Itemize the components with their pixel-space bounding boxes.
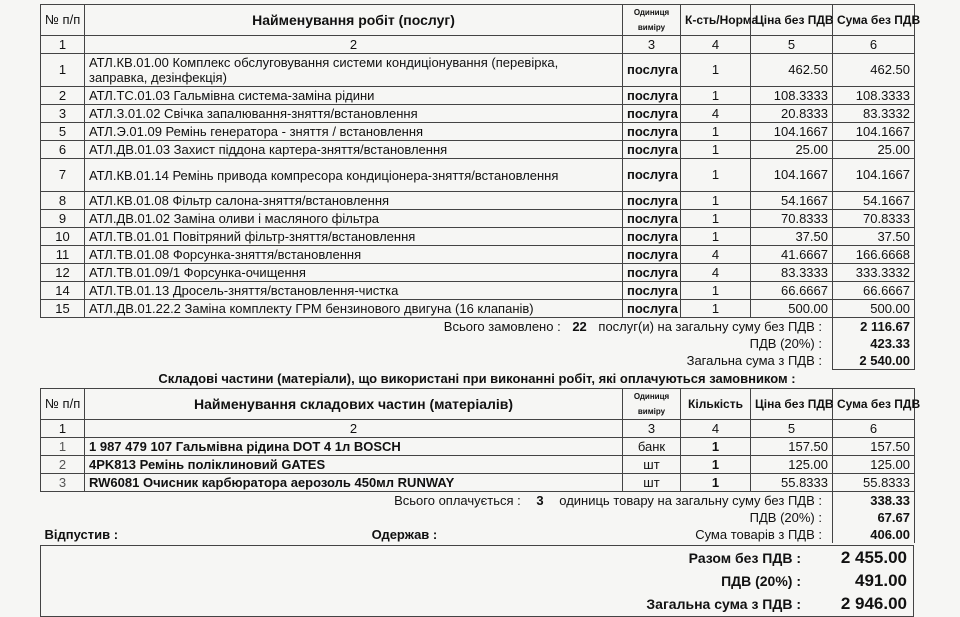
materials-total-suffix: одиниць товару на загальну суму без ПДВ : bbox=[559, 492, 822, 508]
works-vat-value: 423.33 bbox=[833, 335, 915, 352]
col-num: 1 bbox=[41, 36, 85, 54]
materials-vat-row bbox=[41, 509, 915, 526]
table-row bbox=[41, 87, 915, 105]
total-no-vat-value: 2 455.00 bbox=[840, 548, 907, 567]
works-total-value: 2 116.67 bbox=[833, 318, 915, 336]
works-grand-label: Загальна сума з ПДВ : bbox=[686, 352, 822, 368]
total-vat-label: ПДВ (20%) : bbox=[721, 573, 801, 589]
row-unit: шт bbox=[623, 456, 681, 474]
row-name: АТЛ.ДВ.01.03 Захист піддона картера-зняття/встановлення bbox=[85, 141, 623, 159]
row-sum: 66.6667 bbox=[833, 282, 915, 300]
row-price: 83.3333 bbox=[751, 264, 833, 282]
col-header-unit: Одиниця виміру bbox=[623, 5, 681, 36]
materials-header-row bbox=[41, 389, 915, 420]
row-number: 14 bbox=[41, 282, 85, 300]
works-grand-row bbox=[41, 352, 915, 370]
table-row bbox=[41, 105, 915, 123]
materials-total-count: 3 bbox=[536, 492, 544, 508]
materials-total-value: 338.33 bbox=[833, 492, 915, 510]
row-name: АТЛ.ТВ.01.09/1 Форсунка-очищення bbox=[85, 264, 623, 282]
works-total-suffix: послуг(и) на загальну суму без ПДВ : bbox=[598, 318, 822, 334]
total-with-vat-label: Загальна сума з ПДВ : bbox=[646, 596, 801, 612]
works-total-row bbox=[41, 318, 915, 336]
row-price: 66.6667 bbox=[751, 282, 833, 300]
works-grand-value: 2 540.00 bbox=[833, 352, 915, 370]
row-unit: послуга bbox=[623, 54, 681, 87]
mcol-header-unit: Одиниця виміру bbox=[623, 389, 681, 420]
materials-colnum-row bbox=[41, 420, 915, 438]
grand-summary-box bbox=[40, 545, 914, 617]
row-price: 157.50 bbox=[751, 438, 833, 456]
row-qty: 1 bbox=[681, 87, 751, 105]
materials-body bbox=[41, 438, 915, 492]
row-price: 41.6667 bbox=[751, 246, 833, 264]
row-unit: послуга bbox=[623, 282, 681, 300]
row-qty: 1 bbox=[681, 159, 751, 192]
row-name: 4PK813 Ремінь поліклиновий GATES bbox=[85, 456, 623, 474]
row-name: АТЛ.ТВ.01.13 Дросель-зняття/встановлення-чистка bbox=[85, 282, 623, 300]
row-unit: послуга bbox=[623, 123, 681, 141]
materials-title: Складові частини (матеріали), що використані при виконанні робіт, які оплачуються замовником : bbox=[158, 371, 796, 386]
col-num: 5 bbox=[751, 36, 833, 54]
works-total-prefix: Всього замовлено : bbox=[443, 318, 561, 334]
table-row bbox=[41, 282, 915, 300]
row-number: 15 bbox=[41, 300, 85, 318]
materials-table bbox=[40, 388, 921, 543]
table-row bbox=[41, 474, 915, 492]
row-price: 55.8333 bbox=[751, 474, 833, 492]
released-by-label: Відпустив : bbox=[44, 526, 119, 542]
row-unit: послуга bbox=[623, 210, 681, 228]
signature-row-left bbox=[41, 526, 623, 543]
table-row bbox=[41, 264, 915, 282]
row-unit: послуга bbox=[623, 246, 681, 264]
mcol-header-price: Ціна без ПДВ bbox=[751, 389, 833, 420]
row-unit: послуга bbox=[623, 105, 681, 123]
col-num: 3 bbox=[623, 420, 681, 438]
row-qty: 1 bbox=[681, 54, 751, 87]
row-sum: 104.1667 bbox=[833, 123, 915, 141]
col-num: 6 bbox=[833, 420, 915, 438]
row-qty: 1 bbox=[681, 282, 751, 300]
row-sum: 83.3332 bbox=[833, 105, 915, 123]
works-table bbox=[40, 4, 921, 370]
table-row bbox=[41, 210, 915, 228]
row-number: 8 bbox=[41, 192, 85, 210]
row-qty: 1 bbox=[681, 228, 751, 246]
row-number: 11 bbox=[41, 246, 85, 264]
row-unit: послуга bbox=[623, 228, 681, 246]
col-header-qty: К-сть/Норма bbox=[681, 5, 751, 36]
total-vat-value: 491.00 bbox=[855, 571, 907, 590]
materials-grand-value: 406.00 bbox=[833, 526, 915, 543]
row-unit: банк bbox=[623, 438, 681, 456]
row-qty: 1 bbox=[681, 300, 751, 318]
row-number: 3 bbox=[41, 474, 85, 492]
row-number: 12 bbox=[41, 264, 85, 282]
col-num: 5 bbox=[751, 420, 833, 438]
row-name: АТЛ.ДВ.01.22.2 Заміна комплекту ГРМ бензинового двигуна (16 клапанів) bbox=[85, 300, 623, 318]
row-sum: 70.8333 bbox=[833, 210, 915, 228]
works-total-label bbox=[85, 318, 833, 336]
row-sum: 54.1667 bbox=[833, 192, 915, 210]
works-vat-row bbox=[41, 335, 915, 352]
row-price: 70.8333 bbox=[751, 210, 833, 228]
row-name: 1 987 479 107 Гальмівна рідина DOT 4 1л BOSCH bbox=[85, 438, 623, 456]
table-row bbox=[41, 228, 915, 246]
table-row bbox=[41, 456, 915, 474]
row-price: 500.00 bbox=[751, 300, 833, 318]
row-qty: 4 bbox=[681, 264, 751, 282]
row-qty: 1 bbox=[681, 474, 751, 492]
row-name: RW6081 Очисник карбюратора аерозоль 450мл RUNWAY bbox=[85, 474, 623, 492]
row-name: АТЛ.КВ.01.14 Ремінь привода компресора кондиціонера-зняття/встановлення bbox=[85, 159, 623, 192]
row-qty: 1 bbox=[681, 438, 751, 456]
row-unit: послуга bbox=[623, 159, 681, 192]
row-sum: 166.6668 bbox=[833, 246, 915, 264]
total-no-vat-label: Разом без ПДВ : bbox=[688, 550, 801, 566]
col-header-sum: Сума без ПДВ bbox=[833, 5, 915, 36]
received-by-label: Одержав : bbox=[371, 526, 438, 542]
row-unit: послуга bbox=[623, 87, 681, 105]
col-num: 6 bbox=[833, 36, 915, 54]
works-colnum-row bbox=[41, 36, 915, 54]
row-sum: 157.50 bbox=[833, 438, 915, 456]
works-vat-label: ПДВ (20%) : bbox=[749, 335, 822, 351]
row-qty: 4 bbox=[681, 246, 751, 264]
row-number: 2 bbox=[41, 456, 85, 474]
table-row bbox=[41, 438, 915, 456]
row-unit: послуга bbox=[623, 264, 681, 282]
row-price: 54.1667 bbox=[751, 192, 833, 210]
mcol-header-number: № п/п bbox=[41, 389, 85, 420]
row-sum: 108.3333 bbox=[833, 87, 915, 105]
row-sum: 25.00 bbox=[833, 141, 915, 159]
materials-vat-value: 67.67 bbox=[833, 509, 915, 526]
row-price: 104.1667 bbox=[751, 123, 833, 141]
invoice-document bbox=[40, 4, 921, 613]
row-sum: 500.00 bbox=[833, 300, 915, 318]
mcol-header-qty: Кількість bbox=[681, 389, 751, 420]
row-number: 6 bbox=[41, 141, 85, 159]
row-price: 37.50 bbox=[751, 228, 833, 246]
row-number: 9 bbox=[41, 210, 85, 228]
row-name: АТЛ.ДВ.01.02 Заміна оливи і масляного фільтра bbox=[85, 210, 623, 228]
works-header-row bbox=[41, 5, 915, 36]
row-qty: 1 bbox=[681, 456, 751, 474]
row-qty: 1 bbox=[681, 123, 751, 141]
row-qty: 1 bbox=[681, 141, 751, 159]
row-price: 125.00 bbox=[751, 456, 833, 474]
row-name: АТЛ.ТВ.01.01 Повітряний фільтр-зняття/встановлення bbox=[85, 228, 623, 246]
col-num: 2 bbox=[85, 420, 623, 438]
materials-total-row bbox=[41, 492, 915, 510]
row-name: АТЛ.ТВ.01.08 Форсунка-зняття/встановлення bbox=[85, 246, 623, 264]
row-number: 7 bbox=[41, 159, 85, 192]
materials-total-prefix: Всього оплачується : bbox=[394, 492, 521, 508]
grand-summary bbox=[40, 543, 914, 617]
total-with-vat-value: 2 946.00 bbox=[840, 594, 907, 613]
row-number: 2 bbox=[41, 87, 85, 105]
row-price: 108.3333 bbox=[751, 87, 833, 105]
materials-grand-row bbox=[41, 526, 915, 543]
materials-vat-label: ПДВ (20%) : bbox=[749, 509, 822, 525]
table-row bbox=[41, 246, 915, 264]
row-sum: 104.1667 bbox=[833, 159, 915, 192]
row-qty: 4 bbox=[681, 105, 751, 123]
row-number: 1 bbox=[41, 438, 85, 456]
row-unit: шт bbox=[623, 474, 681, 492]
row-unit: послуга bbox=[623, 300, 681, 318]
row-sum: 55.8333 bbox=[833, 474, 915, 492]
col-num: 4 bbox=[681, 420, 751, 438]
mcol-header-name: Найменування складових частин (матеріалів) bbox=[85, 389, 623, 420]
materials-grand-label: Сума товарів з ПДВ : bbox=[695, 526, 822, 542]
works-total-count: 22 bbox=[572, 318, 587, 334]
col-header-number: № п/п bbox=[41, 5, 85, 36]
row-sum: 333.3332 bbox=[833, 264, 915, 282]
row-name: АТЛ.Э.01.09 Ремінь генератора - зняття / встановлення bbox=[85, 123, 623, 141]
row-price: 25.00 bbox=[751, 141, 833, 159]
col-num: 1 bbox=[41, 420, 85, 438]
row-qty: 1 bbox=[681, 210, 751, 228]
col-num: 4 bbox=[681, 36, 751, 54]
row-sum: 462.50 bbox=[833, 54, 915, 87]
row-unit: послуга bbox=[623, 192, 681, 210]
row-qty: 1 bbox=[681, 192, 751, 210]
row-sum: 125.00 bbox=[833, 456, 915, 474]
col-num: 3 bbox=[623, 36, 681, 54]
row-name: АТЛ.КВ.01.08 Фільтр салона-зняття/встановлення bbox=[85, 192, 623, 210]
col-header-name: Найменування робіт (послуг) bbox=[85, 5, 623, 36]
row-price: 20.8333 bbox=[751, 105, 833, 123]
row-number: 10 bbox=[41, 228, 85, 246]
table-row bbox=[41, 141, 915, 159]
row-number: 3 bbox=[41, 105, 85, 123]
row-sum: 37.50 bbox=[833, 228, 915, 246]
col-header-price: Ціна без ПДВ bbox=[751, 5, 833, 36]
row-number: 5 bbox=[41, 123, 85, 141]
table-row bbox=[41, 159, 915, 192]
mcol-header-sum: Сума без ПДВ bbox=[833, 389, 915, 420]
row-name: АТЛ.КВ.01.00 Комплекс обслуговування системи кондиціонування (перевірка, заправка, дезінфекція) bbox=[85, 54, 623, 87]
works-body bbox=[41, 54, 915, 318]
table-row bbox=[41, 123, 915, 141]
row-name: АТЛ.З.01.02 Свічка запалювання-зняття/встановлення bbox=[85, 105, 623, 123]
table-row bbox=[41, 300, 915, 318]
row-price: 104.1667 bbox=[751, 159, 833, 192]
row-name: АТЛ.ТС.01.03 Гальмівна система-заміна рідини bbox=[85, 87, 623, 105]
row-number: 1 bbox=[41, 54, 85, 87]
materials-total-label bbox=[85, 492, 833, 510]
table-row bbox=[41, 192, 915, 210]
row-price: 462.50 bbox=[751, 54, 833, 87]
row-unit: послуга bbox=[623, 141, 681, 159]
col-num: 2 bbox=[85, 36, 623, 54]
table-row bbox=[41, 54, 915, 87]
